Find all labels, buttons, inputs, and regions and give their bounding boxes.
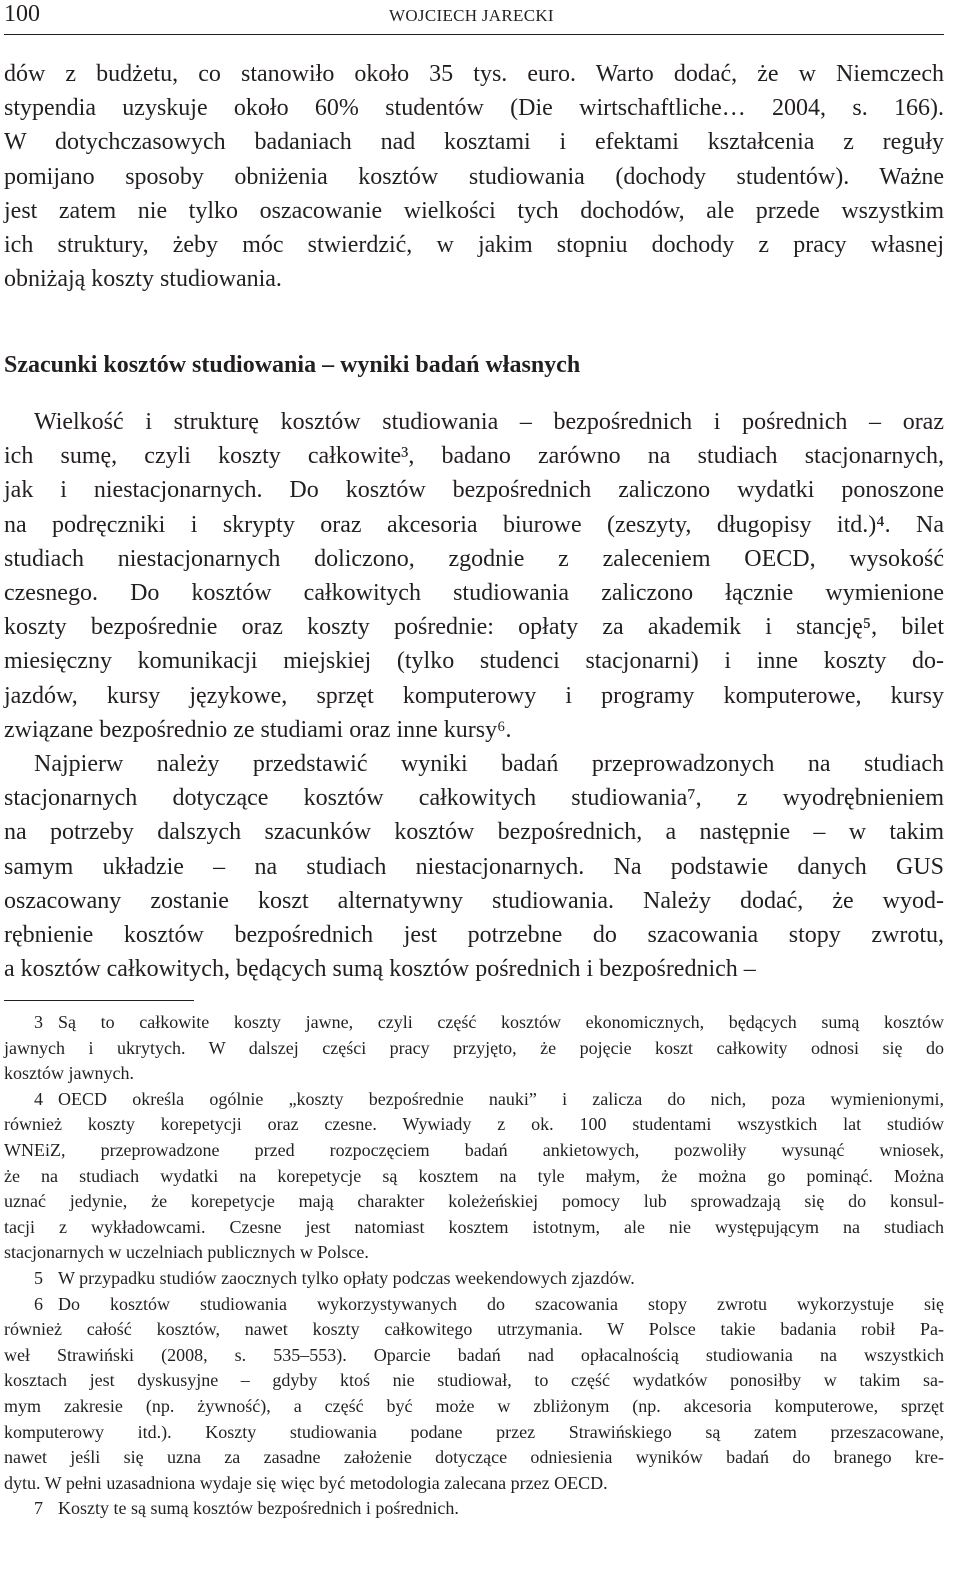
running-header	[4, 0, 944, 36]
intro-paragraph	[4, 57, 944, 296]
footnote-text-line: WNEiZ, przeprowadzone przed rozpoczęciem badań ankietowych, pozwoliły wysunąć wniosek,	[4, 1139, 944, 1160]
footnote-text-line: Do kosztów studiowania wykorzystywanych do szacowania stopy zwrotu wykorzystuje się	[58, 1293, 944, 1314]
text-line: rębnienie kosztów bezpośrednich jest potrzebne do szacowania stopy zwrotu,	[4, 922, 944, 949]
footnote-text-line: kosztów jawnych.	[4, 1063, 134, 1084]
text-line: stacjonarnych dotyczące kosztów całkowitych studiowania⁷, z wyodrębnieniem	[4, 785, 944, 812]
text-line: czesnego. Do kosztów całkowitych studiowania zaliczono łącznie wymienione	[4, 580, 944, 607]
footnote-text-line: dytu. W pełni uzasadniona wydaje się więc być metodologia zalecana przez OECD.	[4, 1472, 608, 1493]
text-line: obniżają koszty studiowania.	[4, 266, 282, 293]
text-line: Najpierw należy przedstawić wyniki badań przeprowadzonych na studiach	[34, 751, 944, 777]
text-line: jazdów, kursy językowe, sprzęt komputerowy i programy komputerowe, kursy	[4, 682, 944, 709]
footnote-number: 5	[34, 1267, 43, 1288]
footnote-5	[4, 1266, 944, 1292]
text-line: ich struktury, żeby móc stwierdzić, w jakim stopniu dochody z pracy własnej	[4, 232, 944, 259]
footnote-text-line: również koszty korepetycji oraz czesne. Wywiady z ok. 100 studentami wszystkich lat studiów	[4, 1114, 944, 1135]
text-line: związane bezpośrednio ze studiami oraz inne kursy⁶.	[4, 716, 512, 743]
footnote-number: 7	[34, 1498, 43, 1519]
footnote-text-line: jawnych i ukrytych. W dalszej części pracy przyjęto, że pojęcie koszt całkowity odnosi się do	[4, 1037, 944, 1058]
footnote-3	[4, 1010, 944, 1087]
footnote-text-line: kosztach jest dyskusyjne – gdyby ktoś nie studiował, to część wydatków ponosiłby w takim sa-	[4, 1370, 944, 1391]
footnote-text-line: nawet jeśli się uzna za zasadne założenie dotyczące odniesienia wyników badań do branego kre-	[4, 1447, 944, 1468]
footnote-text-line: uznać jedynie, że korepetycje mają charakter koleżeńskiej pomocy lub sprowadzają się do konsul-	[4, 1191, 944, 1212]
text-line: dów z budżetu, co stanowiło około 35 tys. euro. Warto dodać, że w Niemczech	[4, 61, 944, 87]
text-line: na podręczniki i skrypty oraz akcesoria biurowe (zeszyty, długopisy itd.)⁴. Na	[4, 511, 944, 538]
text-line: studiach niestacjonarnych doliczono, zgodnie z zaleceniem OECD, wysokość	[4, 545, 944, 572]
footnote-number: 3	[34, 1012, 43, 1032]
text-line: miesięczny komunikacji miejskiej (tylko studenci stacjonarni) i inne koszty do-	[4, 648, 944, 675]
text-line: ich sumę, czyli koszty całkowite³, badano zarówno na studiach stacjonarnych,	[4, 443, 944, 470]
footnote-text-line: weł Strawiński (2008, s. 535–553). Oparcie badań nad opłacalnością studiowania na wszystkich	[4, 1344, 944, 1365]
section-heading: Szacunki kosztów studiowania – wyniki badań własnych	[4, 352, 581, 378]
footnote-text-line: Koszty te są sumą kosztów bezpośrednich i pośrednich.	[58, 1498, 459, 1519]
footnote-text-line: OECD określa ogólnie „koszty bezpośrednie nauki” i zalicza do nich, poza wymienionymi,	[58, 1088, 944, 1109]
footnote-text-line: również całość kosztów, nawet koszty całkowitego utrzymania. W Polsce takie badania robił Pa-	[4, 1319, 944, 1340]
text-line: jak i niestacjonarnych. Do kosztów bezpośrednich zaliczono wydatki ponoszone	[4, 477, 944, 504]
running-header-author: WOJCIECH JARECKI	[389, 6, 554, 25]
footnote-text-line: że na studiach wydatki na korepetycje są kosztem na tyle małym, że można go pominąć. Można	[4, 1165, 944, 1186]
footnote-text-line: Są to całkowite koszty jawne, czyli część kosztów ekonomicznych, będących sumą kosztów	[58, 1012, 944, 1032]
footnote-6	[4, 1292, 944, 1497]
text-line: koszty bezpośrednie oraz koszty pośrednie: opłaty za akademik i stancję⁵, bilet	[4, 614, 944, 641]
text-line: samym układzie – na studiach niestacjonarnych. Na podstawie danych GUS	[4, 853, 944, 880]
page-number: 100	[4, 1, 40, 27]
footnote-4	[4, 1087, 944, 1266]
body-paragraph-2	[4, 747, 944, 986]
text-line: oszacowany zostanie koszt alternatywny studiowania. Należy dodać, że wyod-	[4, 887, 944, 914]
footnote-text-line: W przypadku studiów zaocznych tylko opłaty podczas weekendowych zjazdów.	[58, 1267, 635, 1288]
text-line: jest zatem nie tylko oszacowanie wielkości tych dochodów, ale przede wszystkim	[4, 197, 944, 224]
text-line: W dotychczasowych badaniach nad kosztami i efektami kształcenia z reguły	[4, 129, 944, 156]
footnote-text-line: komputerowy itd.). Koszty studiowania podane przez Strawińskiego są zatem przeszacowane,	[4, 1421, 944, 1442]
footnotes	[4, 1010, 944, 1522]
header-rule	[4, 34, 944, 35]
footnote-number: 4	[34, 1088, 43, 1109]
body-paragraph-1	[4, 405, 944, 747]
text-line: stypendia uzyskuje około 60% studentów (Die wirtschaftliche… 2004, s. 166).	[4, 95, 944, 122]
text-line: pomijano sposoby obniżenia kosztów studiowania (dochody studentów). Ważne	[4, 163, 944, 190]
text-line: na potrzeby dalszych szacunków kosztów bezpośrednich, a następnie – w takim	[4, 819, 944, 846]
footnote-7	[4, 1496, 944, 1522]
footnote-number: 6	[34, 1293, 43, 1314]
footnote-text-line: mym zakresie (np. żywność), a część być może w zbliżonym (np. akcesoria komputerowe, sprzęt	[4, 1395, 944, 1416]
footnote-text-line: stacjonarnych w uczelniach publicznych w Polsce.	[4, 1242, 369, 1263]
footnote-separator	[4, 1000, 194, 1001]
footnote-text-line: tacji z wykładowcami. Czesne jest natomiast kosztem istotnym, ale nie występującym na studiach	[4, 1216, 944, 1237]
text-line: a kosztów całkowitych, będących sumą kosztów pośrednich i bezpośrednich –	[4, 956, 756, 983]
text-line: Wielkość i strukturę kosztów studiowania – bezpośrednich i pośrednich – oraz	[34, 409, 944, 435]
